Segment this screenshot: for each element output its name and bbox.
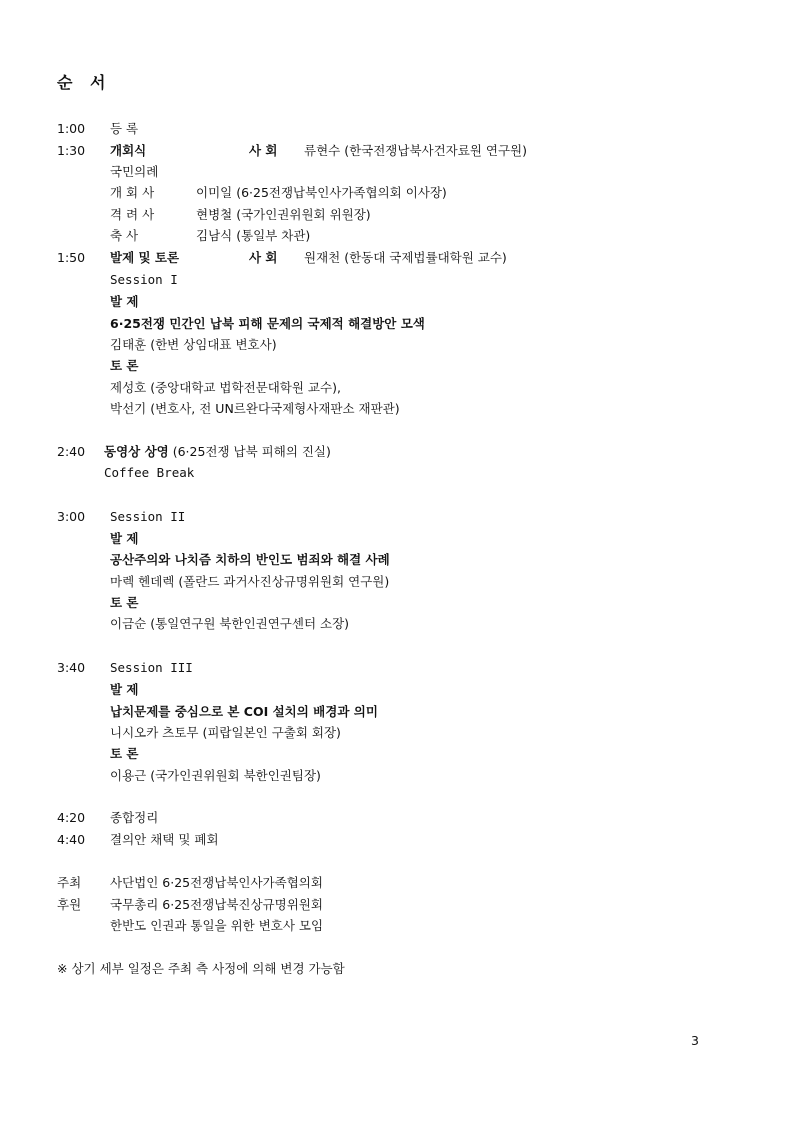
section-heading: 토 론 [110, 746, 139, 761]
time-label: 3:40 [57, 660, 86, 675]
agenda-item: 국민의례 [110, 164, 159, 179]
time-label: 1:50 [57, 250, 86, 265]
host-organization: 사단법인 6·25전쟁납북인사가족협의회 [110, 875, 323, 890]
sponsor-organization: 한반도 인권과 통일을 위한 변호사 모임 [110, 918, 324, 933]
session-label: Session I [110, 272, 178, 287]
agenda-item: 발제 및 토론 [110, 250, 180, 265]
schedule-note: ※ 상기 세부 일정은 주최 측 사정에 의해 변경 가능함 [57, 961, 345, 976]
agenda-item: 종합정리 [110, 810, 159, 825]
presentation-title: 6·25전쟁 민간인 납북 피해 문제의 국제적 해결방안 모색 [110, 316, 425, 331]
presenter: 마렉 헨데렉 (폴란드 과거사진상규명위원회 연구원) [110, 574, 390, 589]
presentation-title: 납치문제를 중심으로 본 COI 설치의 배경과 의미 [110, 704, 378, 719]
time-label: 3:00 [57, 509, 86, 524]
time-label: 2:40 [57, 444, 86, 459]
session-label: Session III [110, 660, 193, 675]
host-label: 주최 [57, 875, 82, 890]
session-label: Session II [110, 509, 186, 524]
speaker-name: 현병철 (국가인권위원회 위원장) [196, 207, 371, 222]
agenda-item: 등 록 [110, 121, 139, 136]
section-heading: 발 제 [110, 682, 139, 697]
video-label: 동영상 상영 [104, 444, 169, 459]
speech-role: 격 려 사 [110, 207, 155, 222]
agenda-item: 결의안 채택 및 폐회 [110, 832, 219, 847]
host-name: 류현수 (한국전쟁납북사건자료원 연구원) [304, 143, 527, 158]
time-label: 4:20 [57, 810, 86, 825]
presenter: 김태훈 (한변 상임대표 변호사) [110, 337, 277, 352]
speaker-name: 김남식 (통일부 차관) [196, 228, 311, 243]
sponsor-label: 후원 [57, 897, 82, 912]
speech-role: 개 회 사 [110, 185, 155, 200]
speaker-name: 이미일 (6·25전쟁납북인사가족협의회 이사장) [196, 185, 447, 200]
agenda-item: 개회식 [110, 143, 147, 158]
page-number: 3 [691, 1033, 699, 1048]
page-title: 순 서 [57, 73, 112, 92]
host-role: 사 회 [249, 143, 278, 158]
sponsor-organization: 국무총리 6·25전쟁납북진상규명위원회 [110, 897, 323, 912]
time-label: 4:40 [57, 832, 86, 847]
video-subtitle: (6·25전쟁 납북 피해의 진실) [168, 444, 331, 459]
discussant: 박선기 (변호사, 전 UN르완다국제형사재판소 재판관) [110, 401, 400, 416]
section-heading: 발 제 [110, 294, 139, 309]
discussant: 이용근 (국가인권위원회 북한인권팀장) [110, 768, 321, 783]
agenda-item [104, 444, 331, 460]
speech-role: 축 사 [110, 228, 139, 243]
host-name: 원재천 (한동대 국제법률대학원 교수) [304, 250, 507, 265]
section-heading: 발 제 [110, 531, 139, 546]
time-label: 1:00 [57, 121, 86, 136]
presentation-title: 공산주의와 나치즘 치하의 반인도 범죄와 해결 사례 [110, 552, 390, 567]
discussant: 제성호 (중앙대학교 법학전문대학원 교수), [110, 380, 341, 395]
host-role: 사 회 [249, 250, 278, 265]
section-heading: 토 론 [110, 595, 139, 610]
section-heading: 토 론 [110, 358, 139, 373]
presenter: 니시오카 츠토무 (피랍일본인 구출회 회장) [110, 725, 341, 740]
time-label: 1:30 [57, 143, 86, 158]
discussant: 이금순 (통일연구원 북한인권연구센터 소장) [110, 616, 350, 631]
coffee-break: Coffee Break [104, 465, 195, 480]
